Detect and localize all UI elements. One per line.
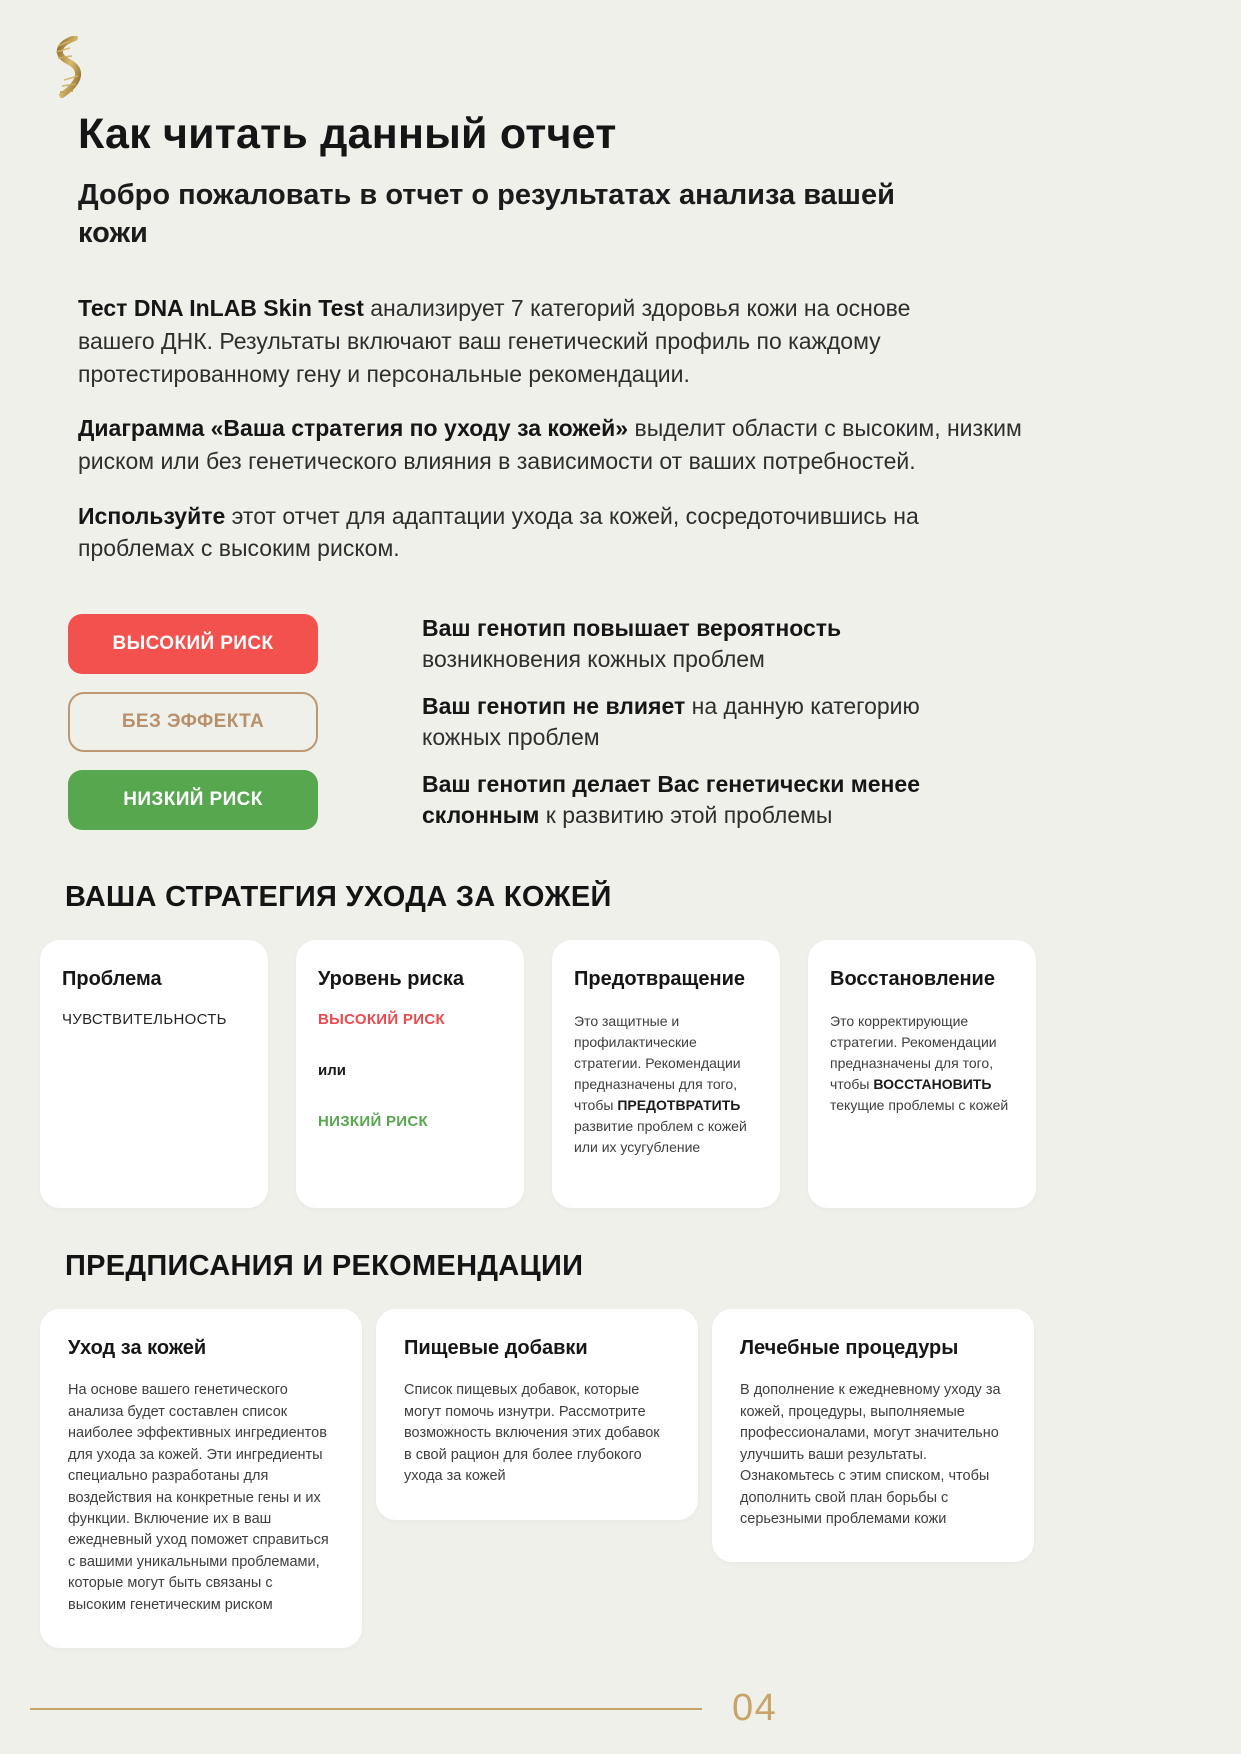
intro-paragraph	[78, 500, 993, 565]
strategy-card-restoration	[808, 940, 1036, 1208]
legend-description-text: возникновения кожных проблем	[422, 646, 765, 673]
card-title: Предотвращение	[574, 968, 746, 991]
strategy-card-problem	[40, 940, 268, 1208]
card-text: Список пищевых добавок, которые могут помочь изнутри. Рассмотрите возможность включения этих добавок в свой рацион для более глубокого ухода за кожей	[404, 1382, 660, 1485]
intro-paragraph-lead: Используйте	[78, 502, 226, 529]
intro-paragraph-lead: Тест DNA InLAB Skin Test	[78, 295, 364, 322]
page-footer	[0, 1687, 1241, 1754]
prescriptions-section-heading: ПРЕДПИСАНИЯ И РЕКОМЕНДАЦИИ	[65, 1250, 584, 1283]
problem-value: ЧУВСТВИТЕЛЬНОСТЬ	[62, 1011, 227, 1029]
card-text-segment: текущие проблемы с кожей	[830, 1097, 1009, 1114]
strategy-card-risk-level	[296, 940, 524, 1208]
strategy-section-heading: ВАША СТРАТЕГИЯ УХОДА ЗА КОЖЕЙ	[65, 881, 612, 914]
card-title: Пищевые добавки	[404, 1337, 588, 1360]
legend-description	[422, 769, 942, 831]
legend-row	[68, 613, 1241, 675]
legend-description-bold: Ваш генотип не влияет	[422, 693, 686, 720]
intro-paragraph-text: этот отчет для адаптации ухода за кожей, сосредоточившись на проблемах с высоким риском.	[78, 502, 919, 562]
footer-divider	[30, 1708, 702, 1710]
card-text-bold: ВОССТАНОВИТЬ	[873, 1076, 992, 1093]
card-text-segment: Это защитные и профилактические стратегии. Рекомендации предназначены для того, чтобы	[574, 1013, 741, 1114]
card-title: Восстановление	[830, 968, 995, 991]
prescription-cards-section	[40, 1309, 1241, 1648]
intro-paragraph-text: выделит области с высоким, низким риском или без генетического влияния в зависимости от ваших потребностей.	[78, 415, 1022, 474]
legend-description-text: на данную категорию кожных проблем	[422, 693, 920, 751]
legend-description	[422, 691, 942, 753]
card-title: Проблема	[62, 968, 162, 991]
card-text-bold: ПРЕДОТВРАТИТЬ	[617, 1097, 741, 1114]
low-risk-badge: НИЗКИЙ РИСК	[68, 770, 318, 830]
card-title: Лечебные процедуры	[740, 1337, 959, 1360]
card-text: На основе вашего генетического анализа будет составлен список наиболее эффективных ингредиентов для ухода за кожей. Эти ингредиенты специально разработаны для воздействия на конкретные гены и их функции. Включение их в ваш ежедневный уход поможет справиться с вашими уникальными проблемами, которые могут быть связаны с высоким генетическим риском	[68, 1382, 329, 1613]
legend-row	[68, 691, 1241, 753]
prescription-card-skincare	[40, 1309, 362, 1648]
card-title: Уход за кожей	[68, 1337, 207, 1360]
strategy-card-prevention	[552, 940, 780, 1208]
card-text-segment: развитие проблем с кожей или их усугубление	[574, 1118, 747, 1156]
card-text	[574, 1011, 758, 1158]
legend-description-text: к развитию этой проблемы	[539, 802, 833, 829]
intro-paragraph	[78, 412, 1023, 477]
intro-section	[78, 292, 1241, 587]
intro-paragraph	[78, 292, 963, 390]
no-effect-badge: БЕЗ ЭФФЕКТА	[68, 692, 318, 752]
prescription-card-supplements	[376, 1309, 698, 1519]
legend-description-bold: Ваш генотип повышает вероятность	[422, 614, 842, 641]
strategy-cards-section	[40, 940, 1241, 1208]
page-title: Как читать данный отчет	[78, 110, 617, 158]
or-label: или	[318, 1062, 346, 1080]
legend-description-bold: Ваш генотип делает Вас генетически менее склонным	[422, 771, 921, 829]
legend-row	[68, 769, 1241, 831]
high-risk-badge: ВЫСОКИЙ РИСК	[68, 614, 318, 674]
card-title: Уровень риска	[318, 968, 464, 991]
intro-paragraph-text: анализирует 7 категорий здоровья кожи на основе вашего ДНК. Результаты включают ваш генетический профиль по каждому протестированному гену и персональные рекомендации.	[78, 295, 911, 387]
high-risk-label: ВЫСОКИЙ РИСК	[318, 1011, 445, 1029]
prescription-card-treatments	[712, 1309, 1034, 1562]
page-subtitle: Добро пожаловать в отчет о результатах анализа вашей кожи	[78, 179, 895, 249]
card-text: В дополнение к ежедневному уходу за кожей, процедуры, выполняемые профессионалами, могут значительно улучшить ваши результаты. Ознакомьтесь с этим списком, чтобы дополнить свой план борьбы с серьезными проблемами кожи	[740, 1382, 1001, 1527]
card-text-segment: Это корректирующие стратегии. Рекомендации предназначены для того, чтобы	[830, 1013, 997, 1093]
dna-helix-icon	[48, 36, 86, 98]
card-text	[830, 1011, 1014, 1116]
legend-description	[422, 613, 942, 675]
page-number: 04	[732, 1687, 778, 1729]
intro-paragraph-lead: Диаграмма «Ваша стратегия по уходу за кожей»	[78, 415, 629, 442]
risk-legend-section	[68, 613, 1241, 847]
low-risk-label: НИЗКИЙ РИСК	[318, 1113, 428, 1131]
